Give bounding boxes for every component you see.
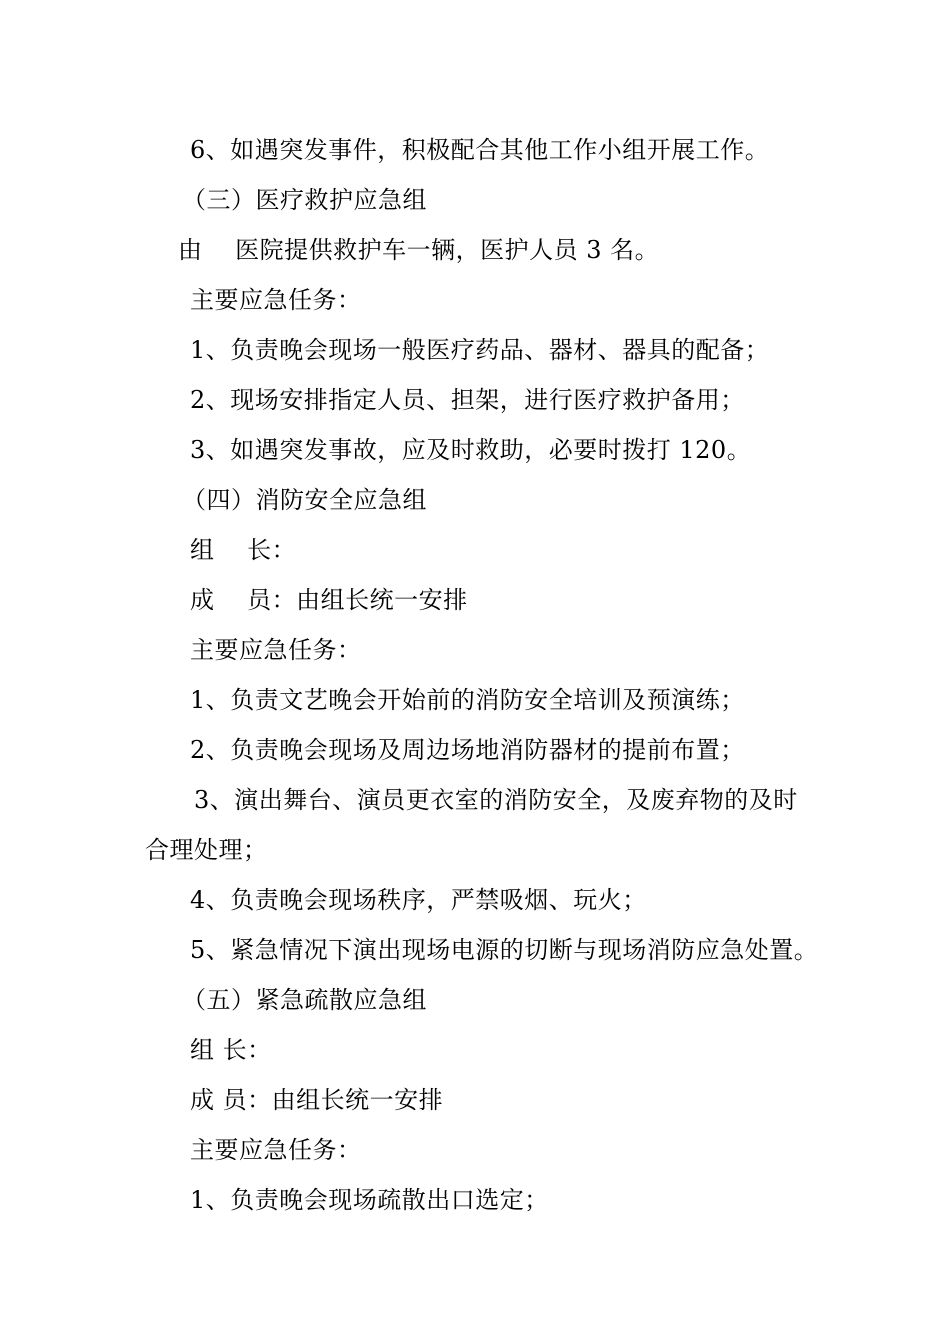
medical-task-1: 1、负责晚会现场一般医疗药品、器材、器具的配备； xyxy=(190,336,770,364)
evacuation-leader-line: 组 长： xyxy=(190,1036,272,1064)
evacuation-task-1: 1、负责晚会现场疏散出口选定； xyxy=(190,1186,549,1214)
medical-task-3: 3、如遇突发事故，应及时救助，必要时拨打 120。 xyxy=(190,436,752,464)
fire-task-4: 4、负责晚会现场秩序，严禁吸烟、玩火； xyxy=(190,886,647,914)
item-6-line: 6、如遇突发事件，积极配合其他工作小组开展工作。 xyxy=(190,136,770,164)
tasks-label: 主要应急任务： xyxy=(190,286,362,314)
fire-task-1: 1、负责文艺晚会开始前的消防安全培训及预演练； xyxy=(190,686,745,714)
fire-members-line: 成 员：由组长统一安排 xyxy=(190,586,468,614)
section-heading-evacuation: （五）紧急疏散应急组 xyxy=(182,986,427,1014)
fire-task-5: 5、紧急情况下演出现场电源的切断与现场消防应急处置。 xyxy=(190,936,819,964)
fire-task-3: 3、演出舞台、演员更衣室的消防安全，及废弃物的及时 xyxy=(194,786,798,814)
section-heading-medical: （三）医疗救护应急组 xyxy=(182,186,427,214)
medical-provider-line: 由 医院提供救护车一辆，医护人员 3 名。 xyxy=(178,236,660,264)
section-heading-fire: （四）消防安全应急组 xyxy=(182,486,427,514)
tasks-label: 主要应急任务： xyxy=(190,636,362,664)
tasks-label: 主要应急任务： xyxy=(190,1136,362,1164)
fire-leader-line: 组 长： xyxy=(190,536,297,564)
fire-task-2: 2、负责晚会现场及周边场地消防器材的提前布置； xyxy=(190,736,745,764)
medical-task-2: 2、现场安排指定人员、担架，进行医疗救护备用； xyxy=(190,386,745,414)
fire-task-3-continued: 合理处理； xyxy=(145,836,268,864)
evacuation-members-line: 成 员：由组长统一安排 xyxy=(190,1086,444,1114)
